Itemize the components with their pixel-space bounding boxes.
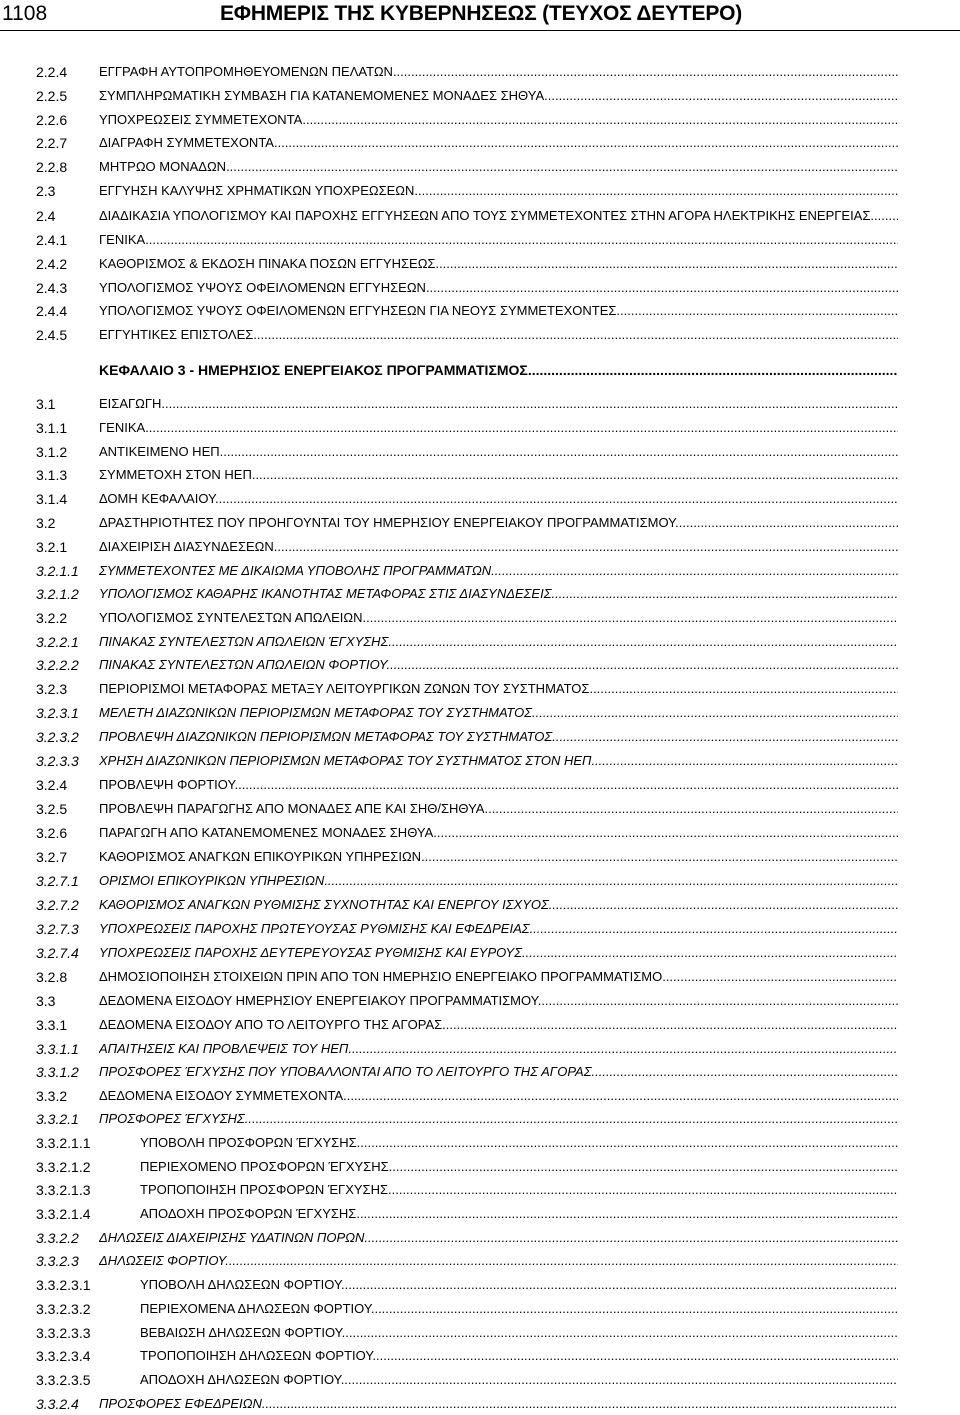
toc-entry-number: 3.1.2 xyxy=(36,444,68,460)
toc-entry-title: ΑΠΟΔΟΧΗ ΔΗΛΩΣΕΩΝ ΦΟΡΤΙΟΥ ..... xyxy=(140,1369,898,1391)
toc-entry-number: 3.2.3.3 xyxy=(36,753,79,769)
toc-entry-number: 3.3.1 xyxy=(36,1017,68,1033)
toc-entry-title: ΚΑΘΟΡΙΣΜΟΣ ΑΝΑΓΚΩΝ ΡΥΘΜΙΣΗΣ ΣΥΧΝΟΤΗΤΑΣ ΚΑΙ ΕΝΕΡΓΟΥ ΙΣΧΥΟΣ ..... xyxy=(99,894,898,916)
toc-entry-number: 3.2.7.3 xyxy=(36,921,79,937)
toc-entry-number: 3.3.2.3.2 xyxy=(36,1301,91,1317)
toc-entry[interactable] xyxy=(0,990,960,1012)
page-header xyxy=(0,0,960,32)
toc-entry[interactable] xyxy=(0,109,960,131)
toc-entry-number: 2.2.4 xyxy=(36,64,68,80)
toc-entry-number: 3.2.1.1 xyxy=(36,563,79,579)
toc-entry[interactable] xyxy=(0,205,960,227)
toc-entry-title: ΤΡΟΠΟΠΟΙΗΣΗ ΠΡΟΣΦΟΡΩΝ ΈΓΧΥΣΗΣ ..... xyxy=(140,1179,898,1201)
toc-entry[interactable] xyxy=(0,1156,960,1178)
toc-entry[interactable] xyxy=(0,726,960,748)
toc-entry-title: ΠΑΡΑΓΩΓΗ ΑΠΟ ΚΑΤΑΝΕΜΟΜΕΝΕΣ ΜΟΝΑΔΕΣ ΣΗΘΥΑ ..... xyxy=(99,822,898,844)
toc-entry-number: 3.2.7.4 xyxy=(36,945,79,961)
toc-entry-number: 3.3.2 xyxy=(36,1088,68,1104)
toc-entry-number: 3.2.3 xyxy=(36,681,68,697)
toc-entry-title: ΥΠΟΒΟΛΗ ΔΗΛΩΣΕΩΝ ΦΟΡΤΙΟΥ ..... xyxy=(140,1274,898,1296)
toc-entry[interactable] xyxy=(0,1369,960,1391)
toc-entry[interactable] xyxy=(0,1179,960,1201)
toc-entry[interactable] xyxy=(0,560,960,582)
toc-entry-title: ΕΙΣΑΓΩΓΗ ..... xyxy=(99,393,898,415)
toc-entry[interactable] xyxy=(0,1322,960,1344)
toc-entry[interactable] xyxy=(0,798,960,820)
toc-entry-title: ΧΡΗΣΗ ΔΙΑΖΩΝΙΚΩΝ ΠΕΡΙΟΡΙΣΜΩΝ ΜΕΤΑΦΟΡΑΣ ΤΟΥ ΣΥΣΤΗΜΑΤΟΣ ΣΤΟΝ ΗΕΠ ..... xyxy=(99,750,898,772)
toc-entry[interactable] xyxy=(0,512,960,534)
toc-entry-title: ΔΙΑΓΡΑΦΗ ΣΥΜΜΕΤΕΧΟΝΤΑ ..... xyxy=(99,132,898,154)
toc-entry-number: 3.2.3.2 xyxy=(36,729,79,745)
toc-entry[interactable] xyxy=(0,678,960,700)
toc-entry-number: 3.2.1 xyxy=(36,539,68,555)
toc-entry-number: 3.2.3.1 xyxy=(36,705,79,721)
toc-entry-title: ΠΕΡΙΟΡΙΣΜΟΙ ΜΕΤΑΦΟΡΑΣ ΜΕΤΑΞΥ ΛΕΙΤΟΥΡΓΙΚΩΝ ΖΩΝΩΝ ΤΟΥ ΣΥΣΤΗΜΑΤΟΣ ..... xyxy=(99,678,898,700)
toc-entry-number: 3.1.1 xyxy=(36,420,68,436)
toc-entry[interactable] xyxy=(0,750,960,772)
toc-entry[interactable] xyxy=(0,132,960,154)
toc-entry-title: ΠΡΟΒΛΕΨΗ ΔΙΑΖΩΝΙΚΩΝ ΠΕΡΙΟΡΙΣΜΩΝ ΜΕΤΑΦΟΡΑΣ ΤΟΥ ΣΥΣΤΗΜΑΤΟΣ ..... xyxy=(99,726,898,748)
toc-entry[interactable] xyxy=(0,583,960,605)
toc-entry-title: ΔΗΛΩΣΕΙΣ ΔΙΑΧΕΙΡΙΣΗΣ ΥΔΑΤΙΝΩΝ ΠΟΡΩΝ ..... xyxy=(99,1227,898,1249)
toc-entry[interactable] xyxy=(0,1061,960,1083)
toc-entry-title: ΔΕΔΟΜΕΝΑ ΕΙΣΟΔΟΥ ΗΜΕΡΗΣΙΟΥ ΕΝΕΡΓΕΙΑΚΟΥ ΠΡΟΓΡΑΜΜΑΤΙΣΜΟΥ ..... xyxy=(99,990,898,1012)
toc-entry-title: ΔΕΔΟΜΕΝΑ ΕΙΣΟΔΟΥ ΣΥΜΜΕΤΕΧΟΝΤΑ ..... xyxy=(99,1085,898,1107)
toc-entry[interactable] xyxy=(0,300,960,322)
toc-entry-number: 3.1.3 xyxy=(36,467,68,483)
toc-entry-number: 3.3.2.2 xyxy=(36,1230,79,1246)
toc-entry[interactable] xyxy=(0,870,960,892)
toc-entry-title: ΥΠΟΛΟΓΙΣΜΟΣ ΣΥΝΤΕΛΕΣΤΩΝ ΑΠΩΛΕΙΩΝ ..... xyxy=(99,607,898,629)
toc-entry[interactable] xyxy=(0,229,960,251)
toc-entry-title: ΣΥΜΜΕΤΟΧΗ ΣΤΟΝ ΗΕΠ ..... xyxy=(99,464,898,486)
toc-entry-title: ΥΠΟΛΟΓΙΣΜΟΣ ΥΨΟΥΣ ΟΦΕΙΛΟΜΕΝΩΝ ΕΓΓΥΗΣΕΩΝ ..... xyxy=(99,277,898,299)
toc-entry-number: 2.2.7 xyxy=(36,135,68,151)
toc-entry-title: ΠΙΝΑΚΑΣ ΣΥΝΤΕΛΕΣΤΩΝ ΑΠΩΛΕΙΩΝ ΦΟΡΤΙΟΥ ..... xyxy=(99,654,898,676)
toc-entry-title: ΑΠΑΙΤΗΣΕΙΣ ΚΑΙ ΠΡΟΒΛΕΨΕΙΣ ΤΟΥ ΗΕΠ ..... xyxy=(99,1038,898,1060)
toc-entry-number: 3.3.2.1.3 xyxy=(36,1182,91,1198)
toc-entry-number: 3.2.2.2 xyxy=(36,657,79,673)
toc-entry-number: 2.2.6 xyxy=(36,112,68,128)
toc-entry-number: 3.3.2.1.2 xyxy=(36,1159,91,1175)
toc-entry[interactable] xyxy=(0,1085,960,1107)
toc-entry-title: ΥΠΟΛΟΓΙΣΜΟΣ ΚΑΘΑΡΗΣ ΙΚΑΝΟΤΗΤΑΣ ΜΕΤΑΦΟΡΑΣ ΣΤΙΣ ΔΙΑΣΥΝΔΕΣΕΙΣ ..... xyxy=(99,583,898,605)
toc-entry[interactable] xyxy=(0,417,960,439)
toc-entry[interactable] xyxy=(0,359,960,381)
toc-entry-title: ΔΡΑΣΤΗΡΙΟΤΗΤΕΣ ΠΟΥ ΠΡΟΗΓΟΥΝΤΑΙ ΤΟΥ ΗΜΕΡΗΣΙΟΥ ΕΝΕΡΓΕΙΑΚΟΥ ΠΡΟΓΡΑΜΜΑΤΙΣΜΟΥ ..... xyxy=(99,512,898,534)
toc-entry-number: 3.3.2.3.1 xyxy=(36,1277,91,1293)
toc-entry[interactable] xyxy=(0,441,960,463)
toc-entry-number: 3.2.7 xyxy=(36,849,68,865)
toc-entry-number: 3.2.7.2 xyxy=(36,897,79,913)
toc-entry[interactable] xyxy=(0,702,960,724)
toc-entry-title: ΠΡΟΒΛΕΨΗ ΠΑΡΑΓΩΓΗΣ ΑΠΟ ΜΟΝΑΔΕΣ ΑΠΕ ΚΑΙ ΣΗΘ/ΣΗΘΥΑ ..... xyxy=(99,798,898,820)
toc-entry[interactable] xyxy=(0,1203,960,1225)
toc-entry[interactable] xyxy=(0,85,960,107)
toc-entry-title: ΜΗΤΡΩΟ ΜΟΝΑΔΩΝ ..... xyxy=(99,156,898,178)
toc-entry-title: ΓΕΝΙΚΑ ..... xyxy=(99,229,898,251)
toc-entry-number: 2.4.5 xyxy=(36,327,68,343)
toc-entry[interactable] xyxy=(0,488,960,510)
toc-entry-number: 3.1.4 xyxy=(36,491,68,507)
toc-entry[interactable] xyxy=(0,966,960,988)
toc-entry[interactable] xyxy=(0,894,960,916)
toc-entry-number: 3.3.2.1.4 xyxy=(36,1206,91,1222)
toc-entry[interactable] xyxy=(0,1250,960,1272)
toc-entry-title: ΜΕΛΕΤΗ ΔΙΑΖΩΝΙΚΩΝ ΠΕΡΙΟΡΙΣΜΩΝ ΜΕΤΑΦΟΡΑΣ ΤΟΥ ΣΥΣΤΗΜΑΤΟΣ ..... xyxy=(99,702,898,724)
toc-entry[interactable] xyxy=(0,1298,960,1320)
toc-entry-number: 3.2.2 xyxy=(36,610,68,626)
page-number: 1108 xyxy=(2,2,48,25)
toc-entry-number: 2.4.2 xyxy=(36,256,68,272)
toc-entry[interactable] xyxy=(0,631,960,653)
toc-entry-title: ΚΕΦΑΛΑΙΟ 3 - ΗΜΕΡΗΣΙΟΣ ΕΝΕΡΓΕΙΑΚΟΣ ΠΡΟΓΡΑΜΜΑΤΙΣΜΟΣ ..... xyxy=(99,359,898,381)
toc-entry-title: ΠΡΟΣΦΟΡΕΣ ΕΦΕΔΡΕΙΩΝ ..... xyxy=(99,1393,898,1415)
toc-entry-title: ΠΕΡΙΕΧΟΜΕΝΟ ΠΡΟΣΦΟΡΩΝ ΈΓΧΥΣΗΣ ..... xyxy=(140,1156,898,1178)
toc-entry-title: ΑΠΟΔΟΧΗ ΠΡΟΣΦΟΡΩΝ ΈΓΧΥΣΗΣ ..... xyxy=(140,1203,898,1225)
toc-entry-number: 2.4.3 xyxy=(36,280,68,296)
toc-entry[interactable] xyxy=(0,464,960,486)
toc-entry[interactable] xyxy=(0,61,960,83)
toc-entry-number: 3.3.2.3.4 xyxy=(36,1348,91,1364)
toc-entry-title: ΕΓΓΡΑΦΗ ΑΥΤΟΠΡΟΜΗΘΕΥΟΜΕΝΩΝ ΠΕΛΑΤΩΝ ..... xyxy=(99,61,898,83)
toc-entry-number: 3.2.6 xyxy=(36,825,68,841)
toc-entry-number: 2.4.1 xyxy=(36,232,68,248)
toc-entry[interactable] xyxy=(0,822,960,844)
toc-entry[interactable] xyxy=(0,918,960,940)
toc-entry-title: ΠΡΟΒΛΕΨΗ ΦΟΡΤΙΟΥ ..... xyxy=(99,774,898,796)
toc-entry[interactable] xyxy=(0,536,960,558)
toc-entry-number: 3.1 xyxy=(36,396,56,412)
toc-entry-number: 3.3.2.1 xyxy=(36,1111,79,1127)
toc-entry-title: ΕΓΓΥΗΣΗ ΚΑΛΥΨΗΣ ΧΡΗΜΑΤΙΚΩΝ ΥΠΟΧΡΕΩΣΕΩΝ ..... xyxy=(99,180,898,202)
toc-entry-title: ΕΓΓΥΗΤΙΚΕΣ ΕΠΙΣΤΟΛΕΣ ..... xyxy=(99,324,898,346)
toc-entry-number: 3.3.2.1.1 xyxy=(36,1135,91,1151)
toc-entry-number: 3.3.2.3 xyxy=(36,1253,79,1269)
toc-entry[interactable] xyxy=(0,1038,960,1060)
toc-entry[interactable] xyxy=(0,393,960,415)
toc-entry[interactable] xyxy=(0,324,960,346)
toc-entry[interactable] xyxy=(0,277,960,299)
toc-entry-title: ΠΙΝΑΚΑΣ ΣΥΝΤΕΛΕΣΤΩΝ ΑΠΩΛΕΙΩΝ ΈΓΧΥΣΗΣ ..... xyxy=(99,631,898,653)
toc-entry[interactable] xyxy=(0,1014,960,1036)
toc-entry-title: ΔΙΑΧΕΙΡΙΣΗ ΔΙΑΣΥΝΔΕΣΕΩΝ ..... xyxy=(99,536,898,558)
toc-entry[interactable] xyxy=(0,942,960,964)
toc-entry-number: 2.2.8 xyxy=(36,159,68,175)
toc-entry[interactable] xyxy=(0,1132,960,1154)
toc-entry-number: 3.3.2.3.5 xyxy=(36,1372,91,1388)
toc-entry-number: 3.2.8 xyxy=(36,969,68,985)
toc-entry-number: 3.3.2.3.3 xyxy=(36,1325,91,1341)
header-rule xyxy=(0,30,960,31)
toc-entry-number: 3.3.1.2 xyxy=(36,1064,79,1080)
toc-entry-title: ΚΑΘΟΡΙΣΜΟΣ & ΕΚΔΟΣΗ ΠΙΝΑΚΑ ΠΟΣΩΝ ΕΓΓΥΗΣΕΩΣ ..... xyxy=(99,253,898,275)
toc-entry[interactable] xyxy=(0,846,960,868)
toc-entry[interactable] xyxy=(0,1345,960,1367)
toc-entry-title: ΥΠΟΒΟΛΗ ΠΡΟΣΦΟΡΩΝ ΈΓΧΥΣΗΣ ..... xyxy=(140,1132,898,1154)
toc-entry[interactable] xyxy=(0,774,960,796)
toc-entry-title: ΥΠΟΧΡΕΩΣΕΙΣ ΣΥΜΜΕΤΕΧΟΝΤΑ ..... xyxy=(99,109,898,131)
toc-entry-number: 3.2.4 xyxy=(36,777,68,793)
toc-entry-title: ΓΕΝΙΚΑ ..... xyxy=(99,417,898,439)
toc-entry-title: ΔΗΜΟΣΙΟΠΟΙΗΣΗ ΣΤΟΙΧΕΙΩΝ ΠΡΙΝ ΑΠΟ ΤΟΝ ΗΜΕΡΗΣΙΟ ΕΝΕΡΓΕΙΑΚΟ ΠΡΟΓΡΑΜΜΑΤΙΣΜΟ ..... xyxy=(99,966,898,988)
toc-entry-number: 3.2.5 xyxy=(36,801,68,817)
toc-entry[interactable] xyxy=(0,1393,960,1415)
toc-entry-number: 2.3 xyxy=(36,183,56,199)
toc-entry[interactable] xyxy=(0,1227,960,1249)
toc-entry[interactable] xyxy=(0,607,960,629)
toc-entry-title: ΟΡΙΣΜΟΙ ΕΠΙΚΟΥΡΙΚΩΝ ΥΠΗΡΕΣΙΩΝ ..... xyxy=(99,870,898,892)
toc-entry-number: 3.3.1.1 xyxy=(36,1041,79,1057)
toc-entry-number: 3.3 xyxy=(36,993,56,1009)
toc-entry[interactable] xyxy=(0,1108,960,1130)
toc-entry-title: ΚΑΘΟΡΙΣΜΟΣ ΑΝΑΓΚΩΝ ΕΠΙΚΟΥΡΙΚΩΝ ΥΠΗΡΕΣΙΩΝ ..... xyxy=(99,846,898,868)
toc-entry-title: ΥΠΟΛΟΓΙΣΜΟΣ ΥΨΟΥΣ ΟΦΕΙΛΟΜΕΝΩΝ ΕΓΓΥΗΣΕΩΝ ΓΙΑ ΝΕΟΥΣ ΣΥΜΜΕΤΕΧΟΝΤΕΣ ..... xyxy=(99,300,898,322)
toc-entry-title: ΣΥΜΜΕΤΕΧΟΝΤΕΣ ΜΕ ΔΙΚΑΙΩΜΑ ΥΠΟΒΟΛΗΣ ΠΡΟΓΡΑΜΜΑΤΩΝ ..... xyxy=(99,560,898,582)
toc-entry-title: ΠΕΡΙΕΧΟΜΕΝΑ ΔΗΛΩΣΕΩΝ ΦΟΡΤΙΟΥ ..... xyxy=(140,1298,898,1320)
toc-entry-number: 2.4.4 xyxy=(36,303,68,319)
toc-entry-title: ΔΗΛΩΣΕΙΣ ΦΟΡΤΙΟΥ ..... xyxy=(99,1250,898,1272)
toc-entry-title: ΠΡΟΣΦΟΡΕΣ ΈΓΧΥΣΗΣ ΠΟΥ ΥΠΟΒΑΛΛΟΝΤΑΙ ΑΠΟ ΤΟ ΛΕΙΤΟΥΡΓΟ ΤΗΣ ΑΓΟΡΑΣ ..... xyxy=(99,1061,898,1083)
toc-entry-title: ΔΕΔΟΜΕΝΑ ΕΙΣΟΔΟΥ ΑΠΟ ΤΟ ΛΕΙΤΟΥΡΓΟ ΤΗΣ ΑΓΟΡΑΣ ..... xyxy=(99,1014,898,1036)
toc-entry[interactable] xyxy=(0,180,960,202)
toc-entry-title: ΑΝΤΙΚΕΙΜΕΝΟ ΗΕΠ ..... xyxy=(99,441,898,463)
journal-title: ΕΦΗΜΕΡΙΣ ΤΗΣ ΚΥΒΕΡΝΗΣΕΩΣ (ΤΕΥΧΟΣ ΔΕΥΤΕΡΟ) xyxy=(220,2,743,25)
toc-entry-title: ΒΕΒΑΙΩΣΗ ΔΗΛΩΣΕΩΝ ΦΟΡΤΙΟΥ ..... xyxy=(140,1322,898,1344)
toc-entry-number: 3.2.7.1 xyxy=(36,873,79,889)
toc-entry[interactable] xyxy=(0,253,960,275)
toc-entry-title: ΤΡΟΠΟΠΟΙΗΣΗ ΔΗΛΩΣΕΩΝ ΦΟΡΤΙΟΥ ..... xyxy=(140,1345,898,1367)
toc-entry-title: ΠΡΟΣΦΟΡΕΣ ΈΓΧΥΣΗΣ ..... xyxy=(99,1108,898,1130)
toc-entry-number: 3.2 xyxy=(36,515,56,531)
toc-entry-title: ΔΙΑΔΙΚΑΣΙΑ ΥΠΟΛΟΓΙΣΜΟΥ ΚΑΙ ΠΑΡΟΧΗΣ ΕΓΓΥΗΣΕΩΝ ΑΠΟ ΤΟΥΣ ΣΥΜΜΕΤΕΧΟΝΤΕΣ ΣΤΗΝ ΑΓΟΡΑ ΗΛΕΚΤΡΙΚΗΣ ΕΝΕΡΓΕΙΑΣ ..... xyxy=(99,205,898,227)
toc-entry-title: ΣΥΜΠΛΗΡΩΜΑΤΙΚΗ ΣΥΜΒΑΣΗ ΓΙΑ ΚΑΤΑΝΕΜΟΜΕΝΕΣ ΜΟΝΑΔΕΣ ΣΗΘΥΑ ..... xyxy=(99,85,898,107)
toc-entry[interactable] xyxy=(0,156,960,178)
toc-entry-title: ΥΠΟΧΡΕΩΣΕΙΣ ΠΑΡΟΧΗΣ ΔΕΥΤΕΡΕΥΟΥΣΑΣ ΡΥΘΜΙΣΗΣ ΚΑΙ ΕΥΡΟΥΣ ..... xyxy=(99,942,898,964)
toc-entry[interactable] xyxy=(0,1274,960,1296)
toc-entry-title: ΔΟΜΗ ΚΕΦΑΛΑΙΟΥ ..... xyxy=(99,488,898,510)
toc-entry-number: 2.2.5 xyxy=(36,88,68,104)
toc-entry-number: 3.2.2.1 xyxy=(36,634,79,650)
toc-entry-number: 3.3.2.4 xyxy=(36,1396,79,1412)
toc-entry-number: 3.2.1.2 xyxy=(36,586,79,602)
toc-entry-number: 2.4 xyxy=(36,208,56,224)
toc-entry-title: ΥΠΟΧΡΕΩΣΕΙΣ ΠΑΡΟΧΗΣ ΠΡΩΤΕΥΟΥΣΑΣ ΡΥΘΜΙΣΗΣ ΚΑΙ ΕΦΕΔΡΕΙΑΣ ..... xyxy=(99,918,898,940)
toc-entry[interactable] xyxy=(0,654,960,676)
